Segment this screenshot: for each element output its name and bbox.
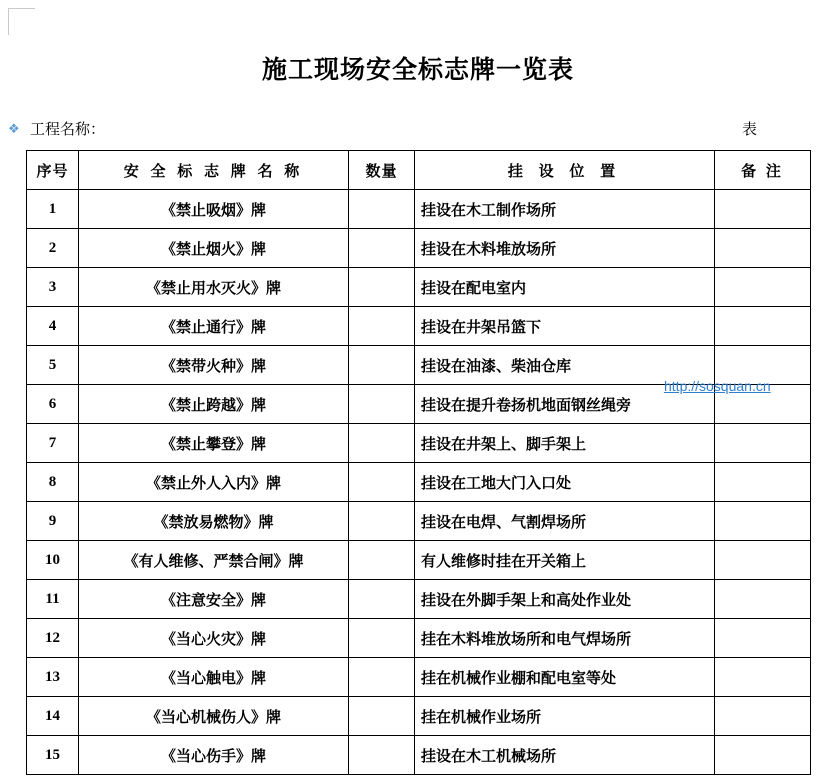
cell-qty [349,736,415,775]
cell-position: 有人维修时挂在开关箱上 [415,541,715,580]
cell-position: 挂设在配电室内 [415,268,715,307]
cell-position: 挂设在电焊、气割焊场所 [415,502,715,541]
cell-position: 挂设在井架吊篮下 [415,307,715,346]
cell-remark [715,697,811,736]
table-row [27,502,811,541]
sheet-number-label: 表 [742,122,758,138]
site-watermark [664,378,771,394]
table-row [27,541,811,580]
table-row [27,736,811,775]
cell-remark [715,580,811,619]
table-row [27,463,811,502]
cell-remark [715,307,811,346]
cell-position: 挂在木料堆放场所和电气焊场所 [415,619,715,658]
cell-qty [349,619,415,658]
table-row [27,229,811,268]
cell-qty [349,463,415,502]
cell-no: 14 [27,697,79,736]
cell-qty [349,541,415,580]
cell-remark [715,229,811,268]
header-position: 挂 设 位 置 [415,151,715,190]
cell-name: 《禁止吸烟》牌 [79,190,349,229]
cell-no: 11 [27,580,79,619]
cell-qty [349,580,415,619]
cell-remark [715,424,811,463]
watermark-text: http://sosquan.cn [664,378,771,394]
cell-qty [349,190,415,229]
table-row [27,307,811,346]
safety-sign-table [26,150,811,775]
table-row [27,424,811,463]
cell-position: 挂设在工地大门入口处 [415,463,715,502]
cell-no: 4 [27,307,79,346]
cell-qty [349,307,415,346]
subheader-row [0,118,836,140]
cell-no: 7 [27,424,79,463]
cell-no: 9 [27,502,79,541]
cell-position: 挂设在木工制作场所 [415,190,715,229]
cell-name: 《当心触电》牌 [79,658,349,697]
cell-name: 《当心火灾》牌 [79,619,349,658]
table-row [27,268,811,307]
cell-no: 15 [27,736,79,775]
cell-name: 《当心伤手》牌 [79,736,349,775]
table-row [27,580,811,619]
table-row [27,697,811,736]
cell-position: 挂设在提升卷扬机地面钢丝绳旁 [415,385,715,424]
cell-no: 13 [27,658,79,697]
cell-qty [349,697,415,736]
page-title: 施工现场安全标志牌一览表 [261,57,574,84]
cell-qty [349,424,415,463]
cell-position: 挂设在木料堆放场所 [415,229,715,268]
cell-no: 12 [27,619,79,658]
cell-remark [715,658,811,697]
cell-qty [349,658,415,697]
cell-name: 《禁止用水灭火》牌 [79,268,349,307]
cell-no: 5 [27,346,79,385]
cell-position: 挂设在井架上、脚手架上 [415,424,715,463]
cell-name: 《禁止外人入内》牌 [79,463,349,502]
table-row [27,658,811,697]
cell-name: 《当心机械伤人》牌 [79,697,349,736]
cell-position: 挂设在油漆、柴油仓库 [415,346,715,385]
cell-remark [715,502,811,541]
cell-remark [715,619,811,658]
header-name: 安 全 标 志 牌 名 称 [79,151,349,190]
cell-qty [349,502,415,541]
header-qty: 数量 [349,151,415,190]
cell-remark [715,541,811,580]
cell-name: 《禁止跨越》牌 [79,385,349,424]
cell-no: 2 [27,229,79,268]
page-corner-mark [8,8,35,35]
header-no: 序号 [27,151,79,190]
table-row [27,619,811,658]
cell-remark [715,463,811,502]
cell-position: 挂在机械作业场所 [415,697,715,736]
cell-name: 《禁止攀登》牌 [79,424,349,463]
table-row [27,190,811,229]
table-header-row [27,151,811,190]
cell-remark [715,268,811,307]
cell-no: 10 [27,541,79,580]
header-remark: 备 注 [715,151,811,190]
cell-position: 挂设在外脚手架上和高处作业处 [415,580,715,619]
cell-no: 6 [27,385,79,424]
cell-qty [349,268,415,307]
cell-name: 《禁放易燃物》牌 [79,502,349,541]
cell-qty [349,229,415,268]
cell-no: 3 [27,268,79,307]
cell-no: 8 [27,463,79,502]
cell-qty [349,385,415,424]
cell-position: 挂在机械作业棚和配电室等处 [415,658,715,697]
cell-remark [715,736,811,775]
project-name-label: 工程名称： [30,122,106,138]
cell-name: 《禁止烟火》牌 [79,229,349,268]
cell-no: 1 [27,190,79,229]
cell-qty [349,346,415,385]
cell-name: 《注意安全》牌 [79,580,349,619]
diamond-bullet-icon: ❖ [8,121,20,136]
cell-name: 《禁带火种》牌 [79,346,349,385]
table-body [27,190,811,775]
cell-remark [715,190,811,229]
cell-name: 《禁止通行》牌 [79,307,349,346]
cell-name: 《有人维修、严禁合闸》牌 [79,541,349,580]
cell-position: 挂设在木工机械场所 [415,736,715,775]
